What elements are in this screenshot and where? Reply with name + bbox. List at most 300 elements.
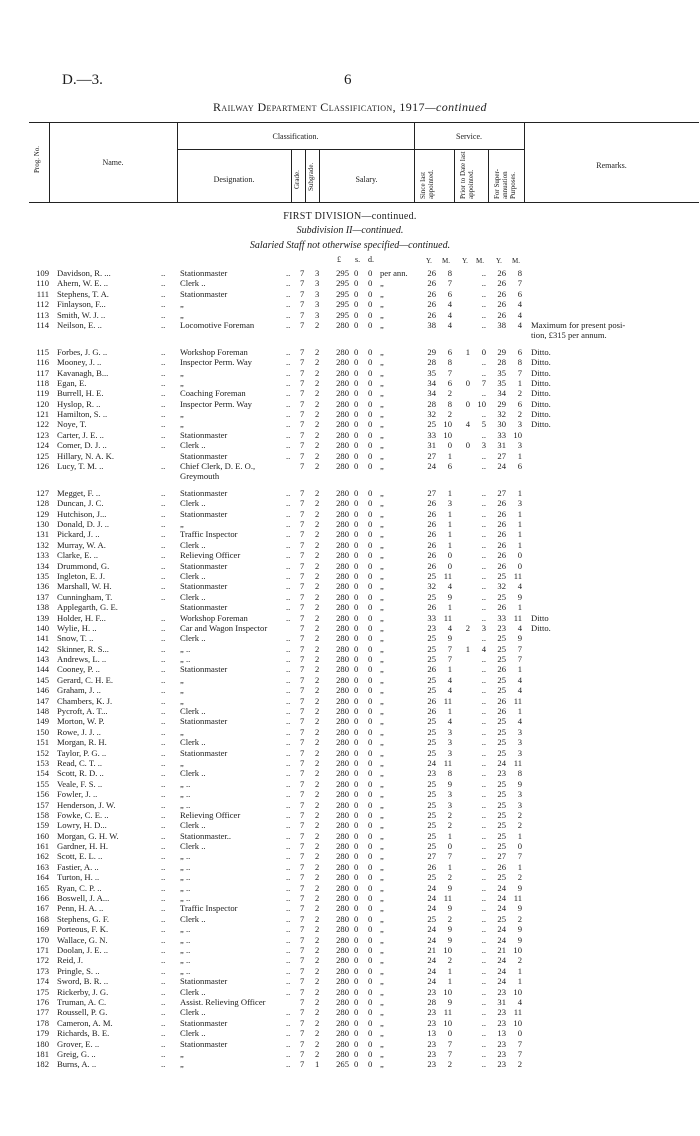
subgrade-cell: 2 [315,726,320,737]
superannuation-months-cell: 3 [517,726,522,737]
leader-dots: .. [286,539,291,550]
name-cell: Egan, E. [57,377,87,388]
leader-dots: .. [286,695,291,706]
leader-dots: .. [286,706,291,717]
leader-dots: .. [286,1017,291,1028]
salary-shillings-cell: 0 [354,529,359,540]
prog-no-cell: 147 [36,695,49,706]
table-row [0,498,700,508]
subgrade-cell: 2 [315,934,320,945]
designation-cell: Inspector Perm. Way [180,357,252,368]
superannuation-months-cell: 2 [517,409,522,420]
table-row [0,893,700,903]
table-row [0,987,700,997]
prog-no-cell: 112 [36,299,49,310]
salary-period-cell: „ [380,591,384,602]
salary-period-cell: „ [380,757,384,768]
table-row [0,883,700,893]
salary-pence-cell: 0 [368,893,373,904]
salary-pounds-cell: 280 [336,612,349,623]
subgrade-cell: 2 [315,747,320,758]
subgrade-cell: 2 [315,976,320,987]
salary-pence-cell: 0 [368,1038,373,1049]
prior-months-cell: .. [481,409,486,420]
salary-pence-cell: 0 [368,346,373,357]
salary-shillings-cell: 0 [354,996,359,1007]
salary-pounds-cell: 280 [336,633,349,644]
since-last-years-cell: 23 [427,1048,436,1059]
prior-years-cell: 4 [465,419,470,430]
since-last-months-cell: 1 [447,529,452,540]
grade-cell: 7 [300,268,305,278]
subgrade-cell: 2 [315,664,320,675]
salary-shillings-cell: 0 [354,955,359,966]
grade-cell: 7 [300,737,305,748]
prior-months-cell: .. [481,872,486,883]
prog-no-cell: 167 [36,903,49,914]
table-row [0,748,700,758]
since-last-months-cell: 1 [447,508,452,519]
since-last-years-cell: 26 [427,529,436,540]
prog-no-cell: 164 [36,872,49,883]
grade-cell: 7 [300,518,305,529]
table-row [0,675,700,685]
salary-pence-cell: 0 [368,872,373,883]
subgrade-cell: 2 [315,965,320,976]
prior-months-cell: .. [481,757,486,768]
superannuation-years-cell: 24 [497,757,506,768]
superannuation-years-cell: 24 [497,882,506,893]
prior-months-cell: .. [481,789,486,800]
since-last-years-cell: 34 [427,377,436,388]
superannuation-years-cell: 29 [497,346,506,357]
superannuation-years-cell: 26 [497,550,506,561]
table-row [0,409,700,419]
salary-pence-cell: 0 [368,570,373,581]
prog-no-cell: 114 [36,319,49,330]
table-row [0,1007,700,1017]
subgrade-cell: 2 [315,539,320,550]
years-unit: Y. [426,257,432,265]
salary-pounds-cell: 280 [336,778,349,789]
salary-pence-cell: 0 [368,1048,373,1059]
name-cell: Morgan, R. H. [57,737,107,748]
since-last-years-cell: 28 [427,398,436,409]
superannuation-years-cell: 25 [497,778,506,789]
salary-pounds-cell: 280 [336,570,349,581]
table-row [0,664,700,674]
subgrade-cell: 2 [315,737,320,748]
leader-dots: .. [161,747,166,758]
name-cell: Fastier, A. .. [57,861,99,872]
salary-pounds-cell: 280 [336,654,349,665]
prog-no-cell: 159 [36,820,49,831]
designation-cell: „ [180,419,184,430]
salary-pounds-cell: 265 [336,1059,349,1070]
table-row-continuation [0,330,700,340]
salary-period-cell: „ [380,498,384,509]
name-cell: Megget, F. .. [57,487,101,498]
grade-cell: 7 [300,965,305,976]
salary-shillings-cell: 0 [354,309,359,320]
salary-pounds-cell: 280 [336,716,349,727]
prior-months-cell: .. [481,674,486,685]
leader-dots: .. [286,560,291,571]
grade-cell: 7 [300,809,305,820]
superannuation-years-cell: 25 [497,799,506,810]
leader-dots: .. [286,820,291,831]
salary-pence-cell: 0 [368,550,373,561]
salary-pounds-cell: 295 [336,268,349,278]
prior-months-cell: .. [481,716,486,727]
salary-period-cell: „ [380,996,384,1007]
salary-shillings-cell: 0 [354,367,359,378]
salary-pounds-cell: 280 [336,602,349,613]
salary-pounds-cell: 280 [336,357,349,368]
prior-months-cell: .. [481,309,486,320]
prior-months-cell: 0 [481,346,486,357]
since-last-years-cell: 32 [427,581,436,592]
salary-pounds-cell: 280 [336,685,349,696]
salary-pounds-cell: 280 [336,976,349,987]
salary-pounds-cell: 280 [336,789,349,800]
salary-period-cell: „ [380,581,384,592]
table-row [0,550,700,560]
salary-period-cell: „ [380,278,384,289]
leader-dots: .. [286,861,291,872]
prog-no-cell: 139 [36,612,49,623]
leader-dots: .. [161,893,166,904]
grade-cell: 7 [300,367,305,378]
salary-period-cell: „ [380,539,384,550]
prior-months-cell: .. [481,508,486,519]
prog-no-cell: 137 [36,591,49,602]
since-last-months-cell: 10 [443,419,452,430]
grade-cell: 7 [300,581,305,592]
designation-cell: „ [180,695,184,706]
name-cell: Read, C. T. .. [57,757,103,768]
salary-pence-cell: 0 [368,450,373,461]
grade-cell: 7 [300,377,305,388]
salary-pounds-cell: 280 [336,319,349,330]
leader-dots: .. [286,737,291,748]
leader-dots: .. [161,674,166,685]
grade-cell: 7 [300,945,305,955]
leader-dots: .. [161,851,166,862]
superannuation-years-cell: 21 [497,945,506,955]
salary-shillings-cell: 0 [354,268,359,278]
salary-shillings-cell: 0 [354,398,359,409]
leader-dots: .. [161,945,166,955]
salary-period-cell: „ [380,685,384,696]
subgrade-cell: 2 [315,508,320,519]
superannuation-months-cell: 11 [513,1007,522,1018]
prior-months-cell: .. [481,893,486,904]
salary-pence-cell: 0 [368,996,373,1007]
leader-dots: .. [161,924,166,935]
salary-shillings-cell: 0 [354,346,359,357]
salary-pence-cell: 0 [368,945,373,955]
salary-shillings-cell: 0 [354,288,359,299]
designation-cell: „ [180,685,184,696]
table-row [0,727,700,737]
prior-months-cell: .. [481,498,486,509]
salary-period-cell: „ [380,288,384,299]
since-last-months-cell: 9 [447,903,452,914]
salary-period-cell: „ [380,309,384,320]
prior-months-cell: .. [481,726,486,737]
superannuation-years-cell: 25 [497,747,506,758]
salary-pounds-cell: 280 [336,461,349,472]
grade-cell: 7 [300,1028,305,1039]
prior-months-cell: .. [481,654,486,665]
since-last-years-cell: 25 [427,674,436,685]
grade-cell: 7 [300,602,305,613]
superannuation-months-cell: 1 [517,377,522,388]
leader-dots: .. [286,550,291,561]
leader-dots: .. [286,716,291,727]
superannuation-months-cell: 2 [517,913,522,924]
superannuation-years-cell: 27 [497,450,506,461]
salary-pounds-cell: 280 [336,622,349,633]
salary-pounds-cell: 280 [336,893,349,904]
prior-months-cell: .. [481,706,486,717]
prior-months-cell: 4 [481,643,486,654]
superannuation-months-cell: 4 [517,674,522,685]
since-last-months-cell: 2 [447,388,452,399]
salary-pounds-cell: 280 [336,861,349,872]
leader-dots: .. [161,278,166,289]
leader-dots: .. [286,602,291,613]
salary-period-cell: „ [380,299,384,310]
prog-no-cell: 134 [36,560,49,571]
salary-period-cell: „ [380,841,384,852]
grade-cell: 7 [300,612,305,623]
since-last-months-cell: 11 [443,695,452,706]
leader-dots: .. [286,934,291,945]
since-last-months-cell: 1 [447,602,452,613]
name-cell: Gerard, C. H. E. [57,674,114,685]
since-last-months-cell: 9 [447,591,452,602]
subgrade-cell: 2 [315,820,320,831]
superannuation-months-cell: 3 [517,498,522,509]
grade-cell: 7 [300,986,305,997]
superannuation-years-cell: 33 [497,612,506,623]
salary-pounds-cell: 280 [336,934,349,945]
salary-pounds-cell: 280 [336,539,349,550]
since-last-years-cell: 23 [427,1059,436,1070]
prior-months-cell: .. [481,591,486,602]
salary-period-cell: „ [380,508,384,519]
name-cell: Skinner, R. S... [57,643,109,654]
salary-pence-cell: 0 [368,695,373,706]
since-last-months-cell: 9 [447,778,452,789]
page-title-main: Railway Department Classification, 1917 [213,100,425,114]
table-row [0,388,700,398]
leader-dots: .. [286,799,291,810]
subgrade-cell: 2 [315,319,320,330]
salary-period-cell: „ [380,633,384,644]
salary-shillings-cell: 0 [354,1059,359,1070]
leader-dots: .. [286,388,291,399]
name-cell: Burrell, H. E. [57,388,104,399]
superannuation-months-cell: 6 [517,346,522,357]
name-cell: Taylor, P. G. .. [57,747,107,758]
prog-no-cell: 148 [36,706,49,717]
name-cell: Marshall, W. H. [57,581,112,592]
salary-pounds-cell: 280 [336,965,349,976]
subgrade-cell: 2 [315,388,320,399]
prior-months-cell: 3 [481,440,486,451]
superannuation-years-cell: 24 [497,976,506,987]
designation-cell: Clerk .. [180,768,206,779]
salary-shillings-cell: 0 [354,747,359,758]
name-cell: Wylie, H. .. [57,622,97,633]
since-last-months-cell: 10 [443,986,452,997]
leader-dots: .. [161,319,166,330]
since-last-years-cell: 24 [427,757,436,768]
salary-pounds-cell: 280 [336,550,349,561]
salary-shillings-cell: 0 [354,924,359,935]
salary-shillings-cell: 0 [354,830,359,841]
prog-no-cell: 146 [36,685,49,696]
since-last-years-cell: 26 [427,288,436,299]
leader-dots: .. [286,643,291,654]
leader-dots: .. [286,830,291,841]
superannuation-years-cell: 25 [497,830,506,841]
grade-cell: 7 [300,346,305,357]
since-last-months-cell: 8 [447,268,452,278]
grade-cell: 7 [300,913,305,924]
salary-shillings-cell: 0 [354,976,359,987]
grade-cell: 7 [300,591,305,602]
subgrade-cell: 2 [315,518,320,529]
grade-cell: 7 [300,768,305,779]
prog-no-cell: 121 [36,409,49,420]
leader-dots: .. [161,716,166,727]
subgrade-cell: 2 [315,633,320,644]
salary-pounds-cell: 280 [336,367,349,378]
since-last-months-cell: 1 [447,830,452,841]
grade-cell: 7 [300,299,305,310]
grade-cell: 7 [300,529,305,540]
remarks-cell: Ditto. [531,346,551,357]
since-last-years-cell: 25 [427,570,436,581]
leader-dots: .. [161,841,166,852]
salary-period-cell: „ [380,986,384,997]
since-last-months-cell: 7 [447,851,452,862]
superannuation-years-cell: 24 [497,893,506,904]
since-last-months-cell: 11 [443,612,452,623]
subgrade-cell: 2 [315,789,320,800]
since-last-years-cell: 21 [427,945,436,955]
table-row [0,841,700,851]
salary-pence-cell: 0 [368,622,373,633]
salary-pounds-cell: 280 [336,913,349,924]
leader-dots: .. [286,1007,291,1018]
superannuation-years-cell: 25 [497,685,506,696]
prior-months-cell: .. [481,996,486,1007]
grade-cell: 7 [300,1017,305,1028]
prior-months-cell: .. [481,882,486,893]
leader-dots: .. [161,789,166,800]
designation-cell: Stationmaster [180,602,228,613]
prog-no-cell: 138 [36,602,49,613]
salary-pounds-cell: 280 [336,429,349,440]
salary-period-cell: „ [380,882,384,893]
salary-shillings-cell: 0 [354,872,359,883]
subgrade-cell: 2 [315,560,320,571]
subgrade-cell: 2 [315,622,320,633]
superannuation-years-cell: 23 [497,1038,506,1049]
remarks-cell: Ditto [531,612,549,623]
subgrade-cell: 2 [315,419,320,430]
leader-dots: .. [161,695,166,706]
leader-dots: .. [286,768,291,779]
superannuation-months-cell: 7 [517,278,522,289]
since-last-years-cell: 25 [427,591,436,602]
name-cell: Lucy, T. M. .. [57,461,104,472]
name-cell: Pringle, S. .. [57,965,100,976]
designation-cell: Clerk .. [180,1007,206,1018]
superannuation-months-cell: 11 [513,695,522,706]
prog-no-cell: 177 [36,1007,49,1018]
grade-cell: 7 [300,820,305,831]
salary-pounds-cell: 280 [336,1017,349,1028]
salary-pence-cell: 0 [368,757,373,768]
prior-months-cell: .. [481,529,486,540]
leader-dots: .. [286,268,291,278]
salary-pence-cell: 0 [368,778,373,789]
name-cell: Scott, E. L. .. [57,851,103,862]
salary-pence-cell: 0 [368,367,373,378]
superannuation-years-cell: 38 [497,319,506,330]
service-header: Service. [456,132,482,141]
since-last-months-cell: 7 [447,367,452,378]
grade-cell: 7 [300,429,305,440]
since-last-months-cell: 4 [447,622,452,633]
superannuation-months-cell: 1 [517,508,522,519]
since-last-months-cell: 11 [443,893,452,904]
subgrade-cell: 2 [315,809,320,820]
leader-dots: .. [161,643,166,654]
designation-header: Designation. [213,175,255,184]
salary-period-cell: „ [380,398,384,409]
prog-no-cell: 160 [36,830,49,841]
salary-pence-cell: 0 [368,830,373,841]
months-unit: M. [512,257,520,265]
leader-dots: .. [286,529,291,540]
designation-cell: Clerk .. [180,913,206,924]
since-last-months-cell: 7 [447,643,452,654]
name-cell: Ingleton, E. J. [57,570,105,581]
since-last-years-cell: 26 [427,268,436,278]
designation-cell: Clerk .. [180,706,206,717]
salary-pence-cell: 0 [368,539,373,550]
salary-pence-cell: 0 [368,388,373,399]
subgrade-cell: 2 [315,924,320,935]
since-last-months-cell: 2 [447,809,452,820]
salary-pence-cell: 0 [368,633,373,644]
subgrade-cell: 2 [315,955,320,966]
salary-pounds-cell: 280 [336,757,349,768]
name-cell: Applegarth, G. E. [57,602,118,613]
table-row [0,851,700,861]
salary-pence-cell: 0 [368,1059,373,1070]
superannuation-months-cell: 8 [517,268,522,278]
salary-period-cell: „ [380,440,384,451]
classification-header: Classification. [272,132,319,141]
